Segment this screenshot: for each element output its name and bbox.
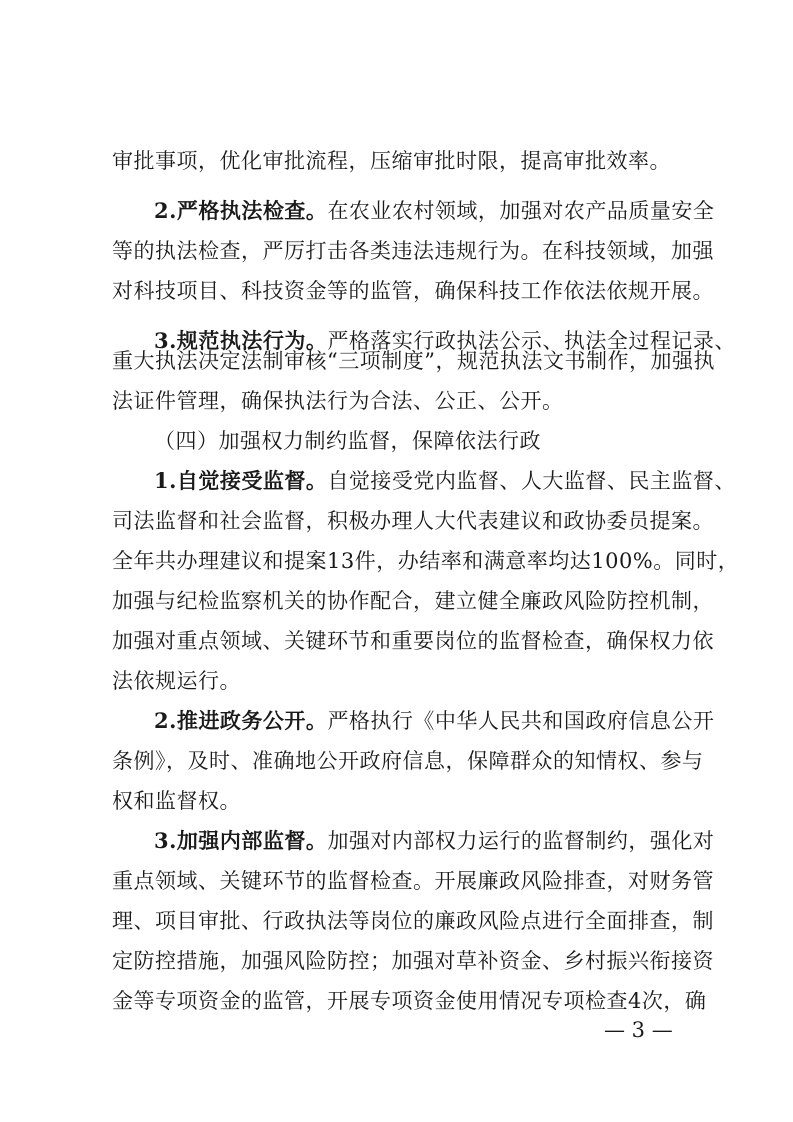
text-line: [154, 197, 715, 225]
text-line: [112, 747, 704, 775]
text-line: [112, 547, 740, 575]
text-line: [112, 347, 715, 375]
line-text: 全年共办理建议和提案13件，办结率和满意率均达100%。同时，: [112, 549, 740, 573]
line-text: 重大执法决定法制审核“三项制度”，规范执法文书制作，加强执: [112, 349, 715, 373]
text-line: [154, 707, 715, 735]
text-line: [112, 587, 714, 615]
section-heading-text: （四）加强权力制约监督，保障依法行政: [154, 429, 541, 453]
item-heading: 2.推进政务公开。: [154, 708, 328, 733]
line-text: 等的执法检查，严厉打击各类违法违规行为。在科技领域，加强: [112, 239, 714, 263]
line-text: 重点领域、关键环节的监督检查。开展廉政风险排查，对财务管: [112, 869, 714, 893]
text-line: [112, 667, 694, 695]
item-heading: 1.自觉接受监督。: [154, 468, 328, 493]
line-text: 自觉接受党内监督、人大监督、民主监督、: [327, 469, 736, 493]
line-text: 严格落实行政执法公示、执法全过程记录、: [327, 329, 736, 353]
page-number: — 3 —: [604, 1018, 673, 1042]
line-text: 理、项目审批、行政执法等岗位的廉政风险点进行全面排查，制: [112, 909, 714, 933]
line-text: 对科技项目、科技资金等的监管，确保科技工作依法依规开展。: [112, 279, 714, 303]
text-line: [112, 507, 714, 535]
text-line: [154, 827, 715, 855]
section-heading: [154, 427, 694, 455]
item-heading: 3.规范执法行为。: [154, 328, 328, 353]
text-line: [112, 237, 714, 265]
text-line: [154, 467, 736, 495]
text-line: [112, 387, 694, 415]
line-text: 法证件管理，确保执法行为合法、公正、公开。: [112, 389, 564, 413]
text-line: [112, 147, 694, 175]
line-text: 权和监督权。: [112, 789, 241, 813]
text-line: [112, 787, 694, 815]
line-text: 在农业农村领域，加强对农产品质量安全: [327, 199, 715, 223]
item-heading: 2.严格执法检查。: [154, 198, 328, 223]
line-text: 司法监督和社会监督，积极办理人大代表建议和政协委员提案。: [112, 509, 714, 533]
line-text: 条例》，及时、准确地公开政府信息，保障群众的知情权、参与: [112, 749, 704, 773]
line-text: 金等专项资金的监管，开展专项资金使用情况专项检查4次，确: [112, 989, 707, 1013]
line-text: 法依规运行。: [112, 669, 241, 693]
text-line: [112, 627, 714, 655]
text-line: [112, 987, 707, 1015]
item-heading: 3.加强内部监督。: [154, 828, 328, 853]
line-text: 定防控措施，加强风险防控；加强对草补资金、乡村振兴衔接资: [112, 949, 714, 973]
line-text: 加强对内部权力运行的监督制约，强化对: [327, 829, 715, 853]
line-text: 审批事项，优化审批流程，压缩审批时限，提高审批效率。: [112, 149, 671, 173]
text-line: [112, 947, 714, 975]
line-text: 严格执行《中华人民共和国政府信息公开: [327, 709, 715, 733]
line-text: 加强与纪检监察机关的协作配合，建立健全廉政风险防控机制，: [112, 589, 714, 613]
line-text: 加强对重点领域、关键环节和重要岗位的监督检查，确保权力依: [112, 629, 714, 653]
text-line: [112, 277, 714, 305]
text-line: [112, 867, 714, 895]
text-line: [112, 907, 714, 935]
